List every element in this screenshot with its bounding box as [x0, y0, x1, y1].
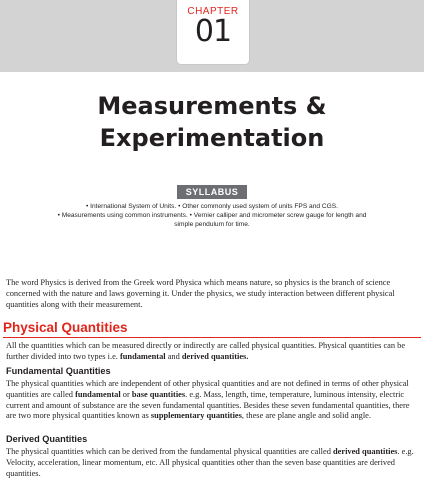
text-run: and: [165, 351, 182, 361]
bold-term: fundamental: [75, 389, 121, 399]
syllabus-item: Other commonly used system of units FPS and CGS.: [182, 203, 339, 210]
syllabus-header: [0, 182, 424, 200]
text-run: . e.g. Mass, length, time, temperature, luminous intensity, electric current and amount of substance are the seven fundamental quantities. Besides these seven fundamental quantities, there are two more physical quantities known as: [6, 389, 410, 421]
fundamental-heading: Fundamental Quantities: [6, 366, 111, 376]
bold-term: supplementary quantities: [150, 411, 242, 421]
chapter-label: CHAPTER: [187, 6, 239, 17]
bullet-icon: •: [57, 212, 60, 219]
text-run: or: [120, 389, 132, 399]
section-divider: [3, 337, 421, 338]
bold-term: derived quantities: [332, 447, 398, 456]
bullet-icon: •: [85, 203, 89, 210]
text-run: The physical quantities which can be derived from the fundamental physical quantities are called: [6, 447, 333, 456]
bullet-icon: •: [178, 203, 181, 210]
page-title: [0, 90, 424, 154]
derived-heading: Derived Quantities: [6, 434, 88, 444]
section-heading: Physical Quantities: [3, 320, 128, 335]
physical-quantities-paragraph: [6, 341, 418, 363]
derived-paragraph: [6, 447, 418, 479]
bold-term: derived quantities.: [181, 351, 249, 361]
bold-term: fundamental: [119, 351, 166, 361]
syllabus-item: International System of Units.: [90, 203, 177, 210]
chapter-box: [176, 0, 250, 65]
title-line-1: Measurements &: [97, 92, 327, 120]
intro-paragraph: The word Physics is derived from the Greek word Physica which means nature, so physics is the branch of science concerned with the nature and laws governing it. Under the physics, we study interaction between different physical quantities along with their measurement.: [6, 278, 395, 309]
syllabus-list: [50, 202, 374, 229]
syllabus-item: Measurements using common instruments.: [61, 212, 188, 219]
fundamental-paragraph: [6, 379, 418, 422]
syllabus-item: Vernier calliper and micrometer screw gauge for length and simple pendulum for time.: [174, 212, 367, 228]
bullet-icon: •: [189, 212, 192, 219]
text-run: The physical quantities which are independent of other physical quantities and are not defined in terms of other physical quantities are called: [6, 379, 409, 399]
title-line-2: Experimentation: [99, 124, 325, 152]
syllabus-badge: SYLLABUS: [177, 185, 248, 199]
text-run: All the quantities which can be measured directly or indirectly are called physical quantities. Physical quantities can be further divided into two types i.e.: [6, 341, 406, 361]
bold-term: base quantities: [131, 389, 186, 399]
text-run: , these are plane angle and solid angle.: [241, 411, 371, 421]
chapter-number: 01: [194, 14, 232, 49]
text-run: . e.g. Velocity, acceleration, linear momentum, etc. All physical quantities other than the seven base quantities are derived quantities.: [6, 447, 414, 478]
